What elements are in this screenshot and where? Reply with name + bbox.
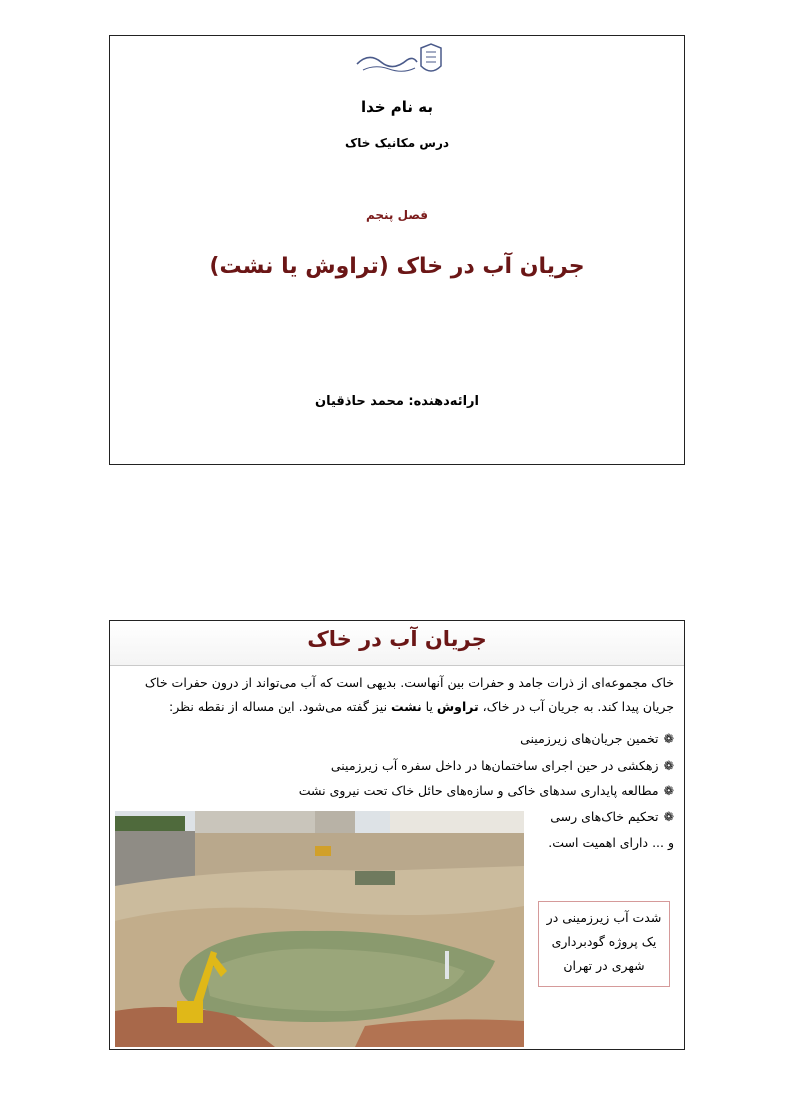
photo-caption	[538, 901, 670, 987]
bullet-item	[299, 779, 674, 803]
presenter-name: محمد حاذقیان	[315, 394, 404, 409]
bullet-item	[550, 805, 674, 829]
intro-text-3: نیز گفته می‌شود. این مساله از نقطه نظر:	[169, 699, 392, 714]
content-slide	[109, 620, 685, 1050]
excavation-photo	[115, 811, 524, 1047]
presenter-label: ارائه‌دهنده:	[403, 394, 479, 409]
intro-text-1: خاک مجموعه‌ای از ذرات جامد و حفرات بین آنهاست. بدیهی است که آب می‌تواند از درون حفرات خاک جریان پیدا کند. به جریان آب در خاک،	[144, 675, 674, 714]
bullet-icon: ❁	[663, 758, 674, 773]
title-slide	[109, 35, 685, 465]
bullet-text: تحکیم خاک‌های رسی	[550, 809, 659, 824]
bullet-text: زهکشی در حین اجرای ساختمان‌ها در داخل سفره آب زیرزمینی	[330, 758, 659, 773]
bullet-icon: ❁	[663, 809, 674, 824]
intro-bold-1: تراوش	[436, 699, 479, 714]
slide-title: جریان آب در خاک	[307, 627, 487, 651]
caption-line: شدت آب زیرزمینی در	[546, 910, 662, 925]
course-name: درس مکانیک خاک	[344, 136, 450, 150]
bullet-item	[520, 727, 674, 751]
bullet-text: مطالعه پایداری سدهای خاکی و سازه‌های حائل خاک تحت نیروی نشت	[298, 783, 659, 798]
intro-paragraph	[118, 671, 674, 719]
bullet-item	[331, 754, 674, 778]
bullet-icon: ❁	[663, 783, 674, 798]
bullet-text: تخمین جریان‌های زیرزمینی	[520, 731, 659, 746]
presenter	[110, 394, 684, 409]
intro-text-2: یا	[421, 699, 437, 714]
university-logo	[355, 42, 445, 80]
caption-line: شهری در تهران	[563, 958, 645, 973]
bismillah: به نام خدا	[360, 98, 434, 116]
bullet-icon: ❁	[663, 731, 674, 746]
chapter-label: فصل پنجم	[365, 208, 429, 222]
intro-bold-2: نشت	[391, 699, 422, 714]
caption-line: یک پروژه گودبرداری	[551, 934, 657, 949]
slide-title: جریان آب در خاک (تراوش یا نشت)	[209, 254, 585, 279]
slide-header	[110, 621, 684, 666]
closing-text: و ... دارای اهمیت است.	[548, 835, 674, 850]
